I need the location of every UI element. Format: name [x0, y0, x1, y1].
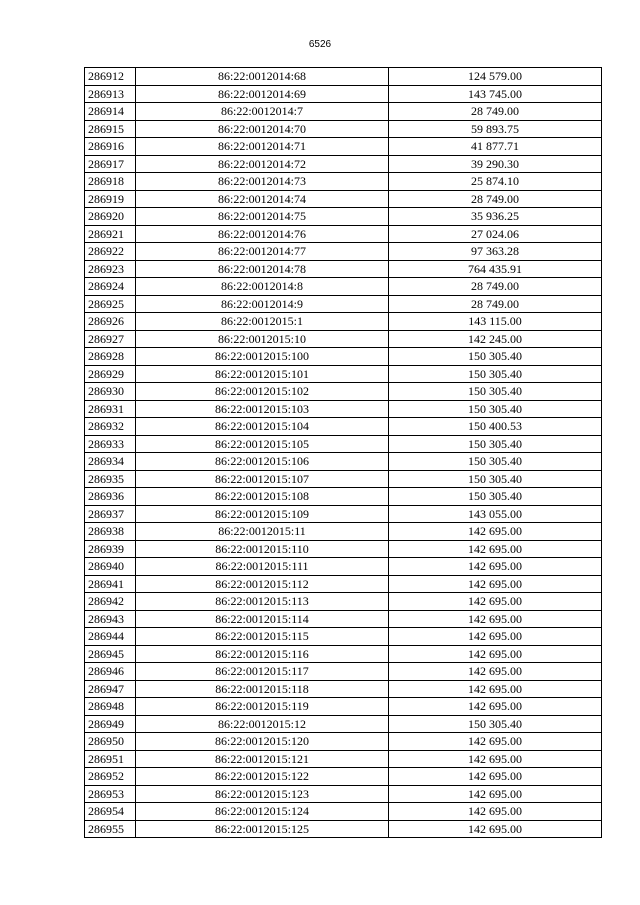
cadastral-value-cell: 142 695.00 [389, 628, 602, 646]
table-row [85, 173, 602, 191]
row-number-cell: 286939 [85, 540, 136, 558]
cadastral-number-cell: 86:22:0012015:101 [136, 365, 389, 383]
table-row [85, 365, 602, 383]
cadastral-value-cell: 150 400.53 [389, 418, 602, 436]
row-number-cell: 286928 [85, 348, 136, 366]
row-number-cell: 286934 [85, 453, 136, 471]
row-number-cell: 286916 [85, 138, 136, 156]
cadastral-number-cell: 86:22:0012015:120 [136, 733, 389, 751]
cadastral-value-cell: 142 695.00 [389, 610, 602, 628]
cadastral-number-cell: 86:22:0012015:106 [136, 453, 389, 471]
table-row [85, 803, 602, 821]
cadastral-number-cell: 86:22:0012015:114 [136, 610, 389, 628]
row-number-cell: 286927 [85, 330, 136, 348]
cadastral-number-cell: 86:22:0012015:109 [136, 505, 389, 523]
cadastral-value-cell: 150 305.40 [389, 348, 602, 366]
table-row [85, 278, 602, 296]
table-row [85, 645, 602, 663]
cadastral-value-table [84, 67, 602, 838]
cadastral-number-cell: 86:22:0012014:73 [136, 173, 389, 191]
table-row [85, 85, 602, 103]
table-row [85, 208, 602, 226]
row-number-cell: 286937 [85, 505, 136, 523]
cadastral-number-cell: 86:22:0012014:68 [136, 68, 389, 86]
row-number-cell: 286917 [85, 155, 136, 173]
cadastral-number-cell: 86:22:0012015:124 [136, 803, 389, 821]
cadastral-number-cell: 86:22:0012015:107 [136, 470, 389, 488]
row-number-cell: 286944 [85, 628, 136, 646]
cadastral-number-cell: 86:22:0012015:113 [136, 593, 389, 611]
row-number-cell: 286918 [85, 173, 136, 191]
table-row [85, 330, 602, 348]
cadastral-number-cell: 86:22:0012014:77 [136, 243, 389, 261]
cadastral-value-cell: 764 435.91 [389, 260, 602, 278]
table-row [85, 558, 602, 576]
cadastral-value-cell: 59 893.75 [389, 120, 602, 138]
cadastral-number-cell: 86:22:0012014:9 [136, 295, 389, 313]
cadastral-value-cell: 143 055.00 [389, 505, 602, 523]
table-row [85, 400, 602, 418]
cadastral-number-cell: 86:22:0012015:117 [136, 663, 389, 681]
cadastral-number-cell: 86:22:0012015:125 [136, 820, 389, 838]
cadastral-value-cell: 25 874.10 [389, 173, 602, 191]
cadastral-value-cell: 142 695.00 [389, 645, 602, 663]
cadastral-value-cell: 142 695.00 [389, 750, 602, 768]
cadastral-value-cell: 150 305.40 [389, 488, 602, 506]
table-body [85, 68, 602, 838]
row-number-cell: 286953 [85, 785, 136, 803]
row-number-cell: 286933 [85, 435, 136, 453]
table-row [85, 733, 602, 751]
cadastral-value-cell: 142 695.00 [389, 680, 602, 698]
cadastral-number-cell: 86:22:0012015:121 [136, 750, 389, 768]
table-row [85, 523, 602, 541]
row-number-cell: 286930 [85, 383, 136, 401]
cadastral-value-cell: 142 695.00 [389, 523, 602, 541]
cadastral-number-cell: 86:22:0012014:78 [136, 260, 389, 278]
cadastral-number-cell: 86:22:0012015:108 [136, 488, 389, 506]
cadastral-value-cell: 35 936.25 [389, 208, 602, 226]
table-row [85, 715, 602, 733]
cadastral-number-cell: 86:22:0012015:111 [136, 558, 389, 576]
row-number-cell: 286954 [85, 803, 136, 821]
row-number-cell: 286952 [85, 768, 136, 786]
row-number-cell: 286919 [85, 190, 136, 208]
row-number-cell: 286947 [85, 680, 136, 698]
cadastral-value-cell: 150 305.40 [389, 365, 602, 383]
cadastral-number-cell: 86:22:0012015:12 [136, 715, 389, 733]
cadastral-value-cell: 142 695.00 [389, 540, 602, 558]
row-number-cell: 286912 [85, 68, 136, 86]
cadastral-number-cell: 86:22:0012015:10 [136, 330, 389, 348]
row-number-cell: 286946 [85, 663, 136, 681]
cadastral-number-cell: 86:22:0012015:102 [136, 383, 389, 401]
cadastral-number-cell: 86:22:0012014:69 [136, 85, 389, 103]
row-number-cell: 286951 [85, 750, 136, 768]
cadastral-value-cell: 142 695.00 [389, 785, 602, 803]
table-row [85, 383, 602, 401]
table-row [85, 575, 602, 593]
cadastral-value-cell: 150 305.40 [389, 400, 602, 418]
cadastral-number-cell: 86:22:0012014:72 [136, 155, 389, 173]
table-row [85, 505, 602, 523]
cadastral-value-cell: 28 749.00 [389, 278, 602, 296]
row-number-cell: 286940 [85, 558, 136, 576]
table-row [85, 190, 602, 208]
cadastral-value-cell: 150 305.40 [389, 383, 602, 401]
cadastral-number-cell: 86:22:0012015:112 [136, 575, 389, 593]
cadastral-value-cell: 124 579.00 [389, 68, 602, 86]
table-row [85, 698, 602, 716]
cadastral-number-cell: 86:22:0012015:110 [136, 540, 389, 558]
table-row [85, 225, 602, 243]
table-row [85, 470, 602, 488]
cadastral-value-cell: 142 695.00 [389, 575, 602, 593]
table-row [85, 785, 602, 803]
row-number-cell: 286943 [85, 610, 136, 628]
row-number-cell: 286931 [85, 400, 136, 418]
table-row [85, 260, 602, 278]
cadastral-value-cell: 41 877.71 [389, 138, 602, 156]
table-row [85, 68, 602, 86]
cadastral-value-cell: 142 695.00 [389, 733, 602, 751]
cadastral-value-cell: 150 305.40 [389, 470, 602, 488]
row-number-cell: 286924 [85, 278, 136, 296]
cadastral-value-cell: 150 305.40 [389, 715, 602, 733]
cadastral-value-cell: 150 305.40 [389, 453, 602, 471]
table-row [85, 488, 602, 506]
cadastral-number-cell: 86:22:0012015:123 [136, 785, 389, 803]
cadastral-number-cell: 86:22:0012014:71 [136, 138, 389, 156]
cadastral-value-cell: 142 695.00 [389, 803, 602, 821]
table-row [85, 680, 602, 698]
row-number-cell: 286938 [85, 523, 136, 541]
cadastral-value-cell: 28 749.00 [389, 103, 602, 121]
row-number-cell: 286942 [85, 593, 136, 611]
table-row [85, 348, 602, 366]
cadastral-value-cell: 142 245.00 [389, 330, 602, 348]
cadastral-value-cell: 28 749.00 [389, 190, 602, 208]
row-number-cell: 286925 [85, 295, 136, 313]
cadastral-number-cell: 86:22:0012015:115 [136, 628, 389, 646]
row-number-cell: 286923 [85, 260, 136, 278]
cadastral-number-cell: 86:22:0012015:103 [136, 400, 389, 418]
table-row [85, 418, 602, 436]
table-row [85, 540, 602, 558]
table-row [85, 610, 602, 628]
row-number-cell: 286945 [85, 645, 136, 663]
table-row [85, 103, 602, 121]
table-row [85, 453, 602, 471]
cadastral-number-cell: 86:22:0012015:100 [136, 348, 389, 366]
cadastral-number-cell: 86:22:0012015:116 [136, 645, 389, 663]
row-number-cell: 286926 [85, 313, 136, 331]
table-row [85, 820, 602, 838]
table-row [85, 593, 602, 611]
cadastral-number-cell: 86:22:0012015:104 [136, 418, 389, 436]
cadastral-number-cell: 86:22:0012014:75 [136, 208, 389, 226]
table-row [85, 138, 602, 156]
cadastral-value-cell: 142 695.00 [389, 663, 602, 681]
row-number-cell: 286936 [85, 488, 136, 506]
cadastral-number-cell: 86:22:0012014:7 [136, 103, 389, 121]
table-row [85, 155, 602, 173]
cadastral-value-cell: 27 024.06 [389, 225, 602, 243]
table-row [85, 628, 602, 646]
cadastral-value-cell: 39 290.30 [389, 155, 602, 173]
cadastral-number-cell: 86:22:0012014:76 [136, 225, 389, 243]
row-number-cell: 286922 [85, 243, 136, 261]
row-number-cell: 286941 [85, 575, 136, 593]
cadastral-number-cell: 86:22:0012015:105 [136, 435, 389, 453]
row-number-cell: 286921 [85, 225, 136, 243]
table-row [85, 750, 602, 768]
table-row [85, 243, 602, 261]
cadastral-value-cell: 142 695.00 [389, 768, 602, 786]
cadastral-value-cell: 150 305.40 [389, 435, 602, 453]
row-number-cell: 286955 [85, 820, 136, 838]
cadastral-value-cell: 142 695.00 [389, 820, 602, 838]
table-row [85, 663, 602, 681]
row-number-cell: 286920 [85, 208, 136, 226]
row-number-cell: 286935 [85, 470, 136, 488]
cadastral-number-cell: 86:22:0012015:11 [136, 523, 389, 541]
cadastral-number-cell: 86:22:0012014:70 [136, 120, 389, 138]
table-row [85, 120, 602, 138]
table-row [85, 435, 602, 453]
cadastral-value-cell: 28 749.00 [389, 295, 602, 313]
row-number-cell: 286932 [85, 418, 136, 436]
cadastral-value-cell: 97 363.28 [389, 243, 602, 261]
table-row [85, 295, 602, 313]
row-number-cell: 286929 [85, 365, 136, 383]
cadastral-value-cell: 142 695.00 [389, 698, 602, 716]
row-number-cell: 286915 [85, 120, 136, 138]
cadastral-number-cell: 86:22:0012015:119 [136, 698, 389, 716]
cadastral-number-cell: 86:22:0012014:74 [136, 190, 389, 208]
table-row [85, 313, 602, 331]
cadastral-number-cell: 86:22:0012014:8 [136, 278, 389, 296]
page-number: 6526 [308, 39, 332, 50]
row-number-cell: 286914 [85, 103, 136, 121]
row-number-cell: 286913 [85, 85, 136, 103]
cadastral-value-cell: 143 745.00 [389, 85, 602, 103]
cadastral-number-cell: 86:22:0012015:122 [136, 768, 389, 786]
row-number-cell: 286949 [85, 715, 136, 733]
row-number-cell: 286950 [85, 733, 136, 751]
cadastral-value-cell: 142 695.00 [389, 558, 602, 576]
cadastral-number-cell: 86:22:0012015:1 [136, 313, 389, 331]
row-number-cell: 286948 [85, 698, 136, 716]
cadastral-value-cell: 142 695.00 [389, 593, 602, 611]
cadastral-value-cell: 143 115.00 [389, 313, 602, 331]
cadastral-number-cell: 86:22:0012015:118 [136, 680, 389, 698]
table-row [85, 768, 602, 786]
